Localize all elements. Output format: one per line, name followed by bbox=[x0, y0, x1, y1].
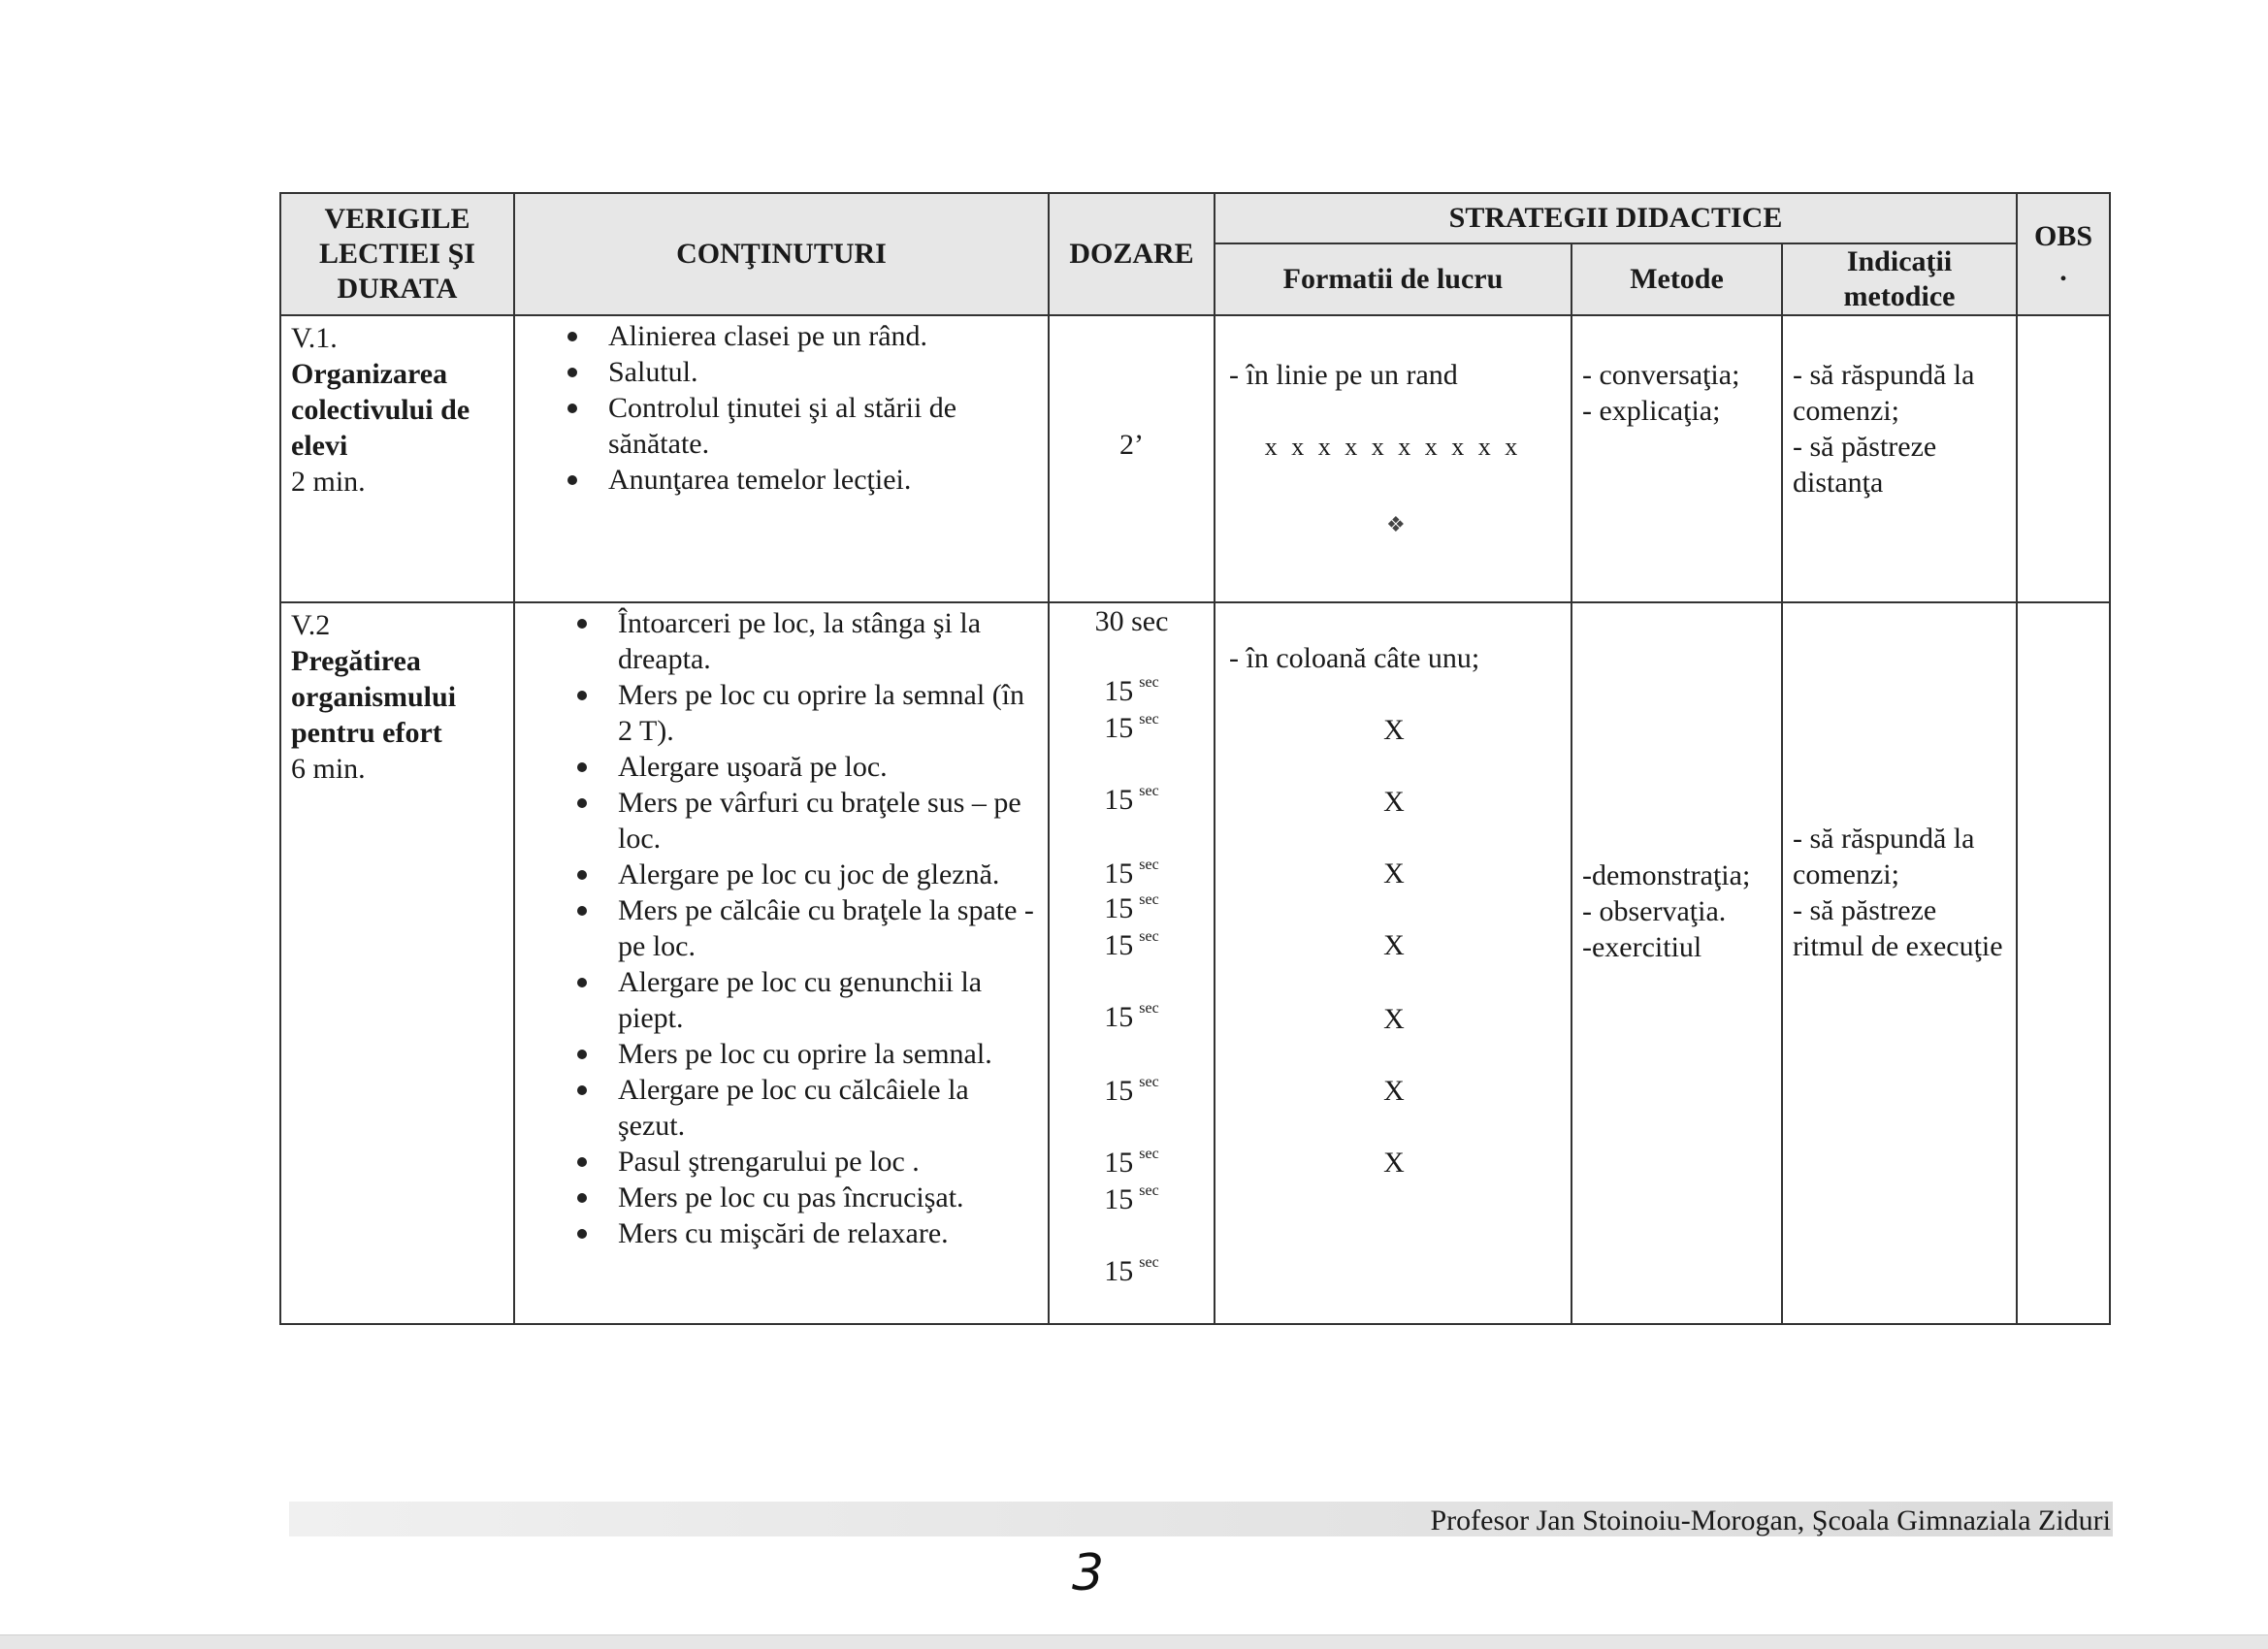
indication-item: - să răspundă la comenzi; bbox=[1793, 359, 1975, 427]
dozare-value: 15 $^{sec}$ bbox=[1104, 857, 1159, 889]
column-mark: X bbox=[1383, 1075, 1405, 1107]
list-item: Mers pe loc cu pas încrucişat. bbox=[618, 1180, 1038, 1215]
footer-author: Profesor Jan Stoinoiu-Morogan, Şcoala Gimnaziala Ziduri bbox=[1430, 1504, 2111, 1536]
dozare-value: 2’ bbox=[1119, 429, 1144, 461]
list-item: Mers pe călcâie cu braţele la spate - pe loc. bbox=[618, 892, 1038, 964]
header-verigi: VERIGILE LECTIEI ŞI DURATA bbox=[280, 193, 514, 315]
list-item: Întoarceri pe loc, la stânga şi la dreapta. bbox=[618, 605, 1038, 677]
list-item: Alinierea clasei pe un rând. bbox=[608, 318, 1048, 354]
dozare-value: 15 $^{sec}$ bbox=[1104, 928, 1159, 961]
obs-label: OBS bbox=[2033, 220, 2093, 252]
header-formatii: Formatii de lucru bbox=[1215, 243, 1571, 315]
list-item: Alergare pe loc cu călcâiele la şezut. bbox=[618, 1072, 1038, 1144]
list-item: Mers pe loc cu oprire la semnal. bbox=[618, 1036, 1038, 1072]
column-mark: X bbox=[1383, 929, 1405, 961]
contents-cell bbox=[514, 315, 1049, 602]
indicatii-cell bbox=[1782, 602, 2017, 1324]
dozare-value: 15 $^{sec}$ bbox=[1104, 891, 1159, 924]
section-code: V.1. bbox=[291, 322, 338, 354]
table-row bbox=[280, 602, 2110, 1324]
list-item: Controlul ţinutei şi al stării de sănătate. bbox=[608, 390, 1048, 462]
dozare-value: 15 $^{sec}$ bbox=[1104, 674, 1159, 707]
list-item: Alergare pe loc cu genunchii la piept. bbox=[618, 964, 1038, 1036]
header-dozare: DOZARE bbox=[1049, 193, 1215, 315]
scan-edge bbox=[0, 1634, 2268, 1649]
section-title: Pregătirea organismului pentru efort bbox=[291, 645, 457, 749]
section-duration: 2 min. bbox=[291, 466, 366, 498]
contents-cell bbox=[514, 602, 1049, 1324]
indication-item: - să păstreze distanţa bbox=[1793, 431, 1937, 499]
dozare-value: 15 $^{sec}$ bbox=[1104, 711, 1159, 744]
formatie-label: - în linie pe un rand bbox=[1229, 359, 1458, 391]
column-mark: X bbox=[1383, 1003, 1405, 1035]
list-item: Alergare pe loc cu joc de gleznă. bbox=[618, 857, 1038, 892]
formatie-cell bbox=[1215, 602, 1571, 1324]
indicatii-cell bbox=[1782, 315, 2017, 602]
metode-cell bbox=[1571, 315, 1782, 602]
obs-cell bbox=[2017, 315, 2110, 602]
column-mark: X bbox=[1383, 714, 1405, 746]
indication-item: - să păstreze ritmul de execuţie bbox=[1793, 894, 2003, 962]
method-item: - observaţia. bbox=[1582, 895, 1727, 927]
page-number: 3 bbox=[1072, 1544, 1105, 1602]
header-continuturi: CONŢINUTURI bbox=[514, 193, 1049, 315]
section-code: V.2 bbox=[291, 609, 331, 641]
column-mark: X bbox=[1383, 857, 1405, 889]
dozare-value: 15 $^{sec}$ bbox=[1104, 783, 1159, 816]
method-item: -exercitiul bbox=[1582, 931, 1702, 963]
section-duration: 6 min. bbox=[291, 753, 366, 785]
section-title: Organizarea colectivului de elevi bbox=[291, 358, 470, 462]
teacher-position-icon: ❖ bbox=[1386, 512, 1406, 536]
obs-cell bbox=[2017, 602, 2110, 1324]
dozare-value: 15 $^{sec}$ bbox=[1104, 1074, 1159, 1107]
dozare-value: 15 $^{sec}$ bbox=[1104, 1254, 1159, 1287]
list-item: Alergare uşoară pe loc. bbox=[618, 749, 1038, 785]
header-metode: Metode bbox=[1571, 243, 1782, 315]
metode-cell bbox=[1571, 602, 1782, 1324]
dozare-value: 15 $^{sec}$ bbox=[1104, 1182, 1159, 1215]
table-row bbox=[280, 315, 2110, 602]
header-obs bbox=[2017, 193, 2110, 315]
lesson-plan-table bbox=[279, 192, 2111, 1325]
formatie-cell bbox=[1215, 315, 1571, 602]
column-mark: X bbox=[1383, 786, 1405, 818]
dozare-value: 15 $^{sec}$ bbox=[1104, 1000, 1159, 1033]
method-item: - explicaţia; bbox=[1582, 395, 1721, 427]
verigi-cell bbox=[280, 315, 514, 602]
list-item: Pasul ştrengarului pe loc . bbox=[618, 1144, 1038, 1180]
obs-dot: . bbox=[2059, 255, 2067, 287]
header-indicatii: Indicaţii metodice bbox=[1782, 243, 2017, 315]
formatie-label: - în coloană câte unu; bbox=[1229, 642, 1480, 674]
method-item: -demonstraţia; bbox=[1582, 859, 1751, 891]
dozare-first: 30 sec bbox=[1094, 605, 1169, 637]
list-item: Anunţarea temelor lecţiei. bbox=[608, 462, 1048, 498]
dozare-value: 15 $^{sec}$ bbox=[1104, 1146, 1159, 1179]
line-formation-marks: x x x x x x x x x x bbox=[1264, 433, 1522, 461]
list-item: Mers pe vârfuri cu braţele sus – pe loc. bbox=[618, 785, 1038, 857]
list-item: Salutul. bbox=[608, 354, 1048, 390]
header-strategii: STRATEGII DIDACTICE bbox=[1215, 193, 2017, 243]
indication-item: - să răspundă la comenzi; bbox=[1793, 823, 1975, 890]
verigi-cell bbox=[280, 602, 514, 1324]
column-mark: X bbox=[1383, 1147, 1405, 1179]
list-item: Mers cu mişcări de relaxare. bbox=[618, 1215, 1038, 1251]
method-item: - conversaţia; bbox=[1582, 359, 1740, 391]
list-item: Mers pe loc cu oprire la semnal (în 2 T). bbox=[618, 677, 1038, 749]
dozare-cell bbox=[1049, 315, 1215, 602]
dozare-cell bbox=[1049, 602, 1215, 1324]
